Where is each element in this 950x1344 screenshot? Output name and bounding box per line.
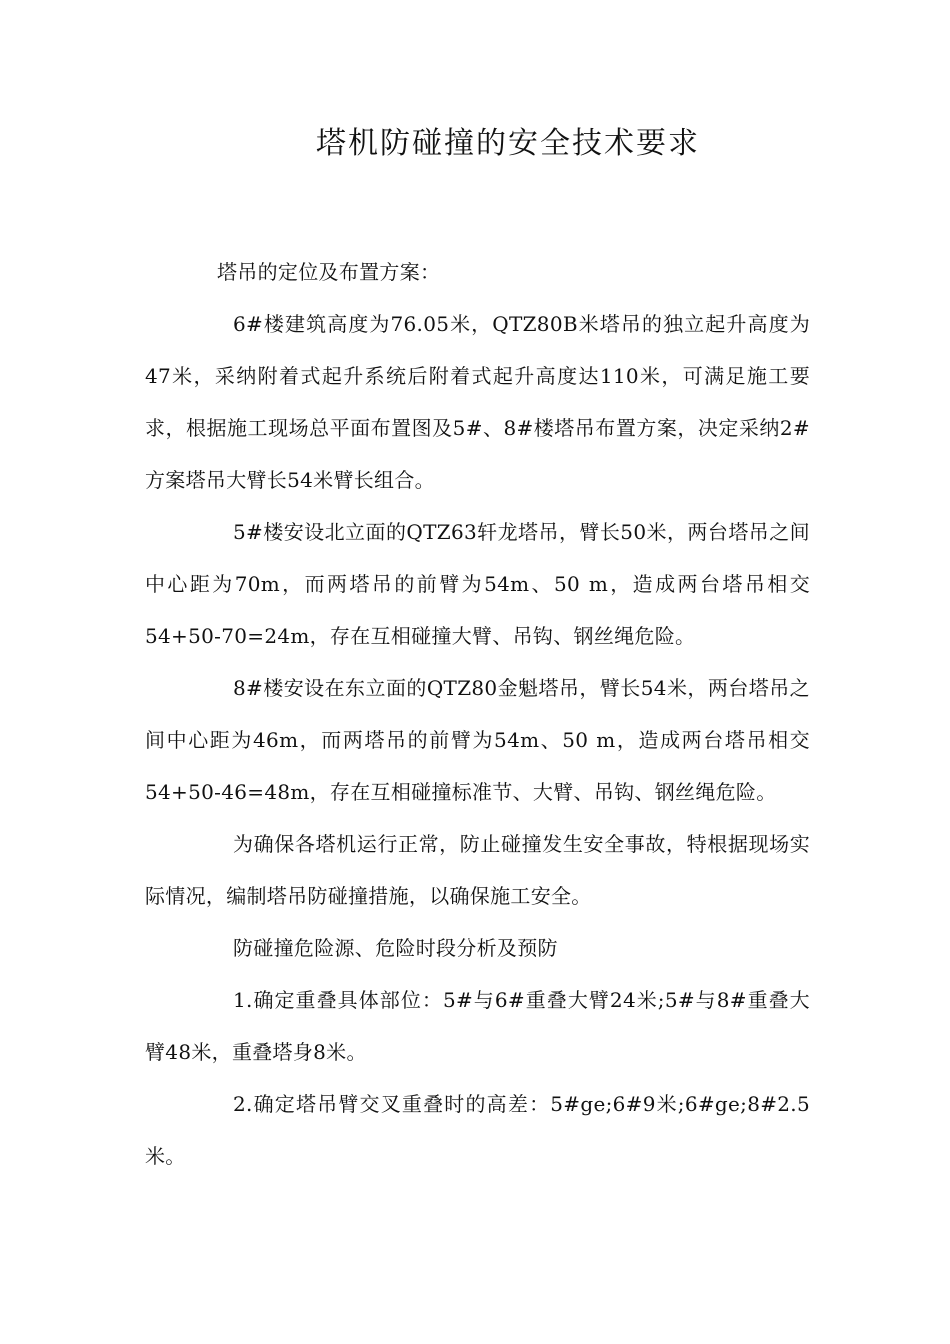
section-heading-hazard-analysis: 防碰撞危险源、危险时段分析及预防 <box>233 936 558 960</box>
document-title: 塔机防碰撞的安全技术要求 <box>316 126 700 161</box>
paragraph-building-5: 5#楼安设北立面的QTZ63轩龙塔吊，臂长50米，两台塔吊之间中心距为70m，而两塔吊的前臂为54m、50 m，造成两台塔吊相交54+50-70=24m，存在互相碰撞大臂、吊钩、钢丝绳危险。 <box>145 520 810 648</box>
section-heading-placement: 塔吊的定位及布置方案： <box>217 260 441 284</box>
list-item-overlap-location: 1.确定重叠具体部位：5#与6#重叠大臂24米;5#与8#重叠大臂48米，重叠塔身8米。 <box>145 988 810 1064</box>
document-body <box>145 246 810 1182</box>
paragraph-purpose: 为确保各塔机运行正常，防止碰撞发生安全事故，特根据现场实际情况，编制塔吊防碰撞措施，以确保施工安全。 <box>145 832 810 908</box>
paragraph-building-8: 8#楼安设在东立面的QTZ80金魁塔吊，臂长54米，两台塔吊之间中心距为46m，而两塔吊的前臂为54m、50 m，造成两台塔吊相交54+50-46=48m，存在互相碰撞标准节、大臂、吊钩、钢丝绳危险。 <box>145 676 810 804</box>
paragraph-building-6: 6#楼建筑高度为76.05米，QTZ80B米塔吊的独立起升高度为47米，采纳附着式起升系统后附着式起升高度达110米，可满足施工要求，根据施工现场总平面布置图及5#、8#楼塔吊布置方案，决定采纳2#方案塔吊大臂长54米臂长组合。 <box>145 312 810 492</box>
list-item-height-difference: 2.确定塔吊臂交叉重叠时的高差：5#ge;6#9米;6#ge;8#2.5米。 <box>145 1092 810 1168</box>
